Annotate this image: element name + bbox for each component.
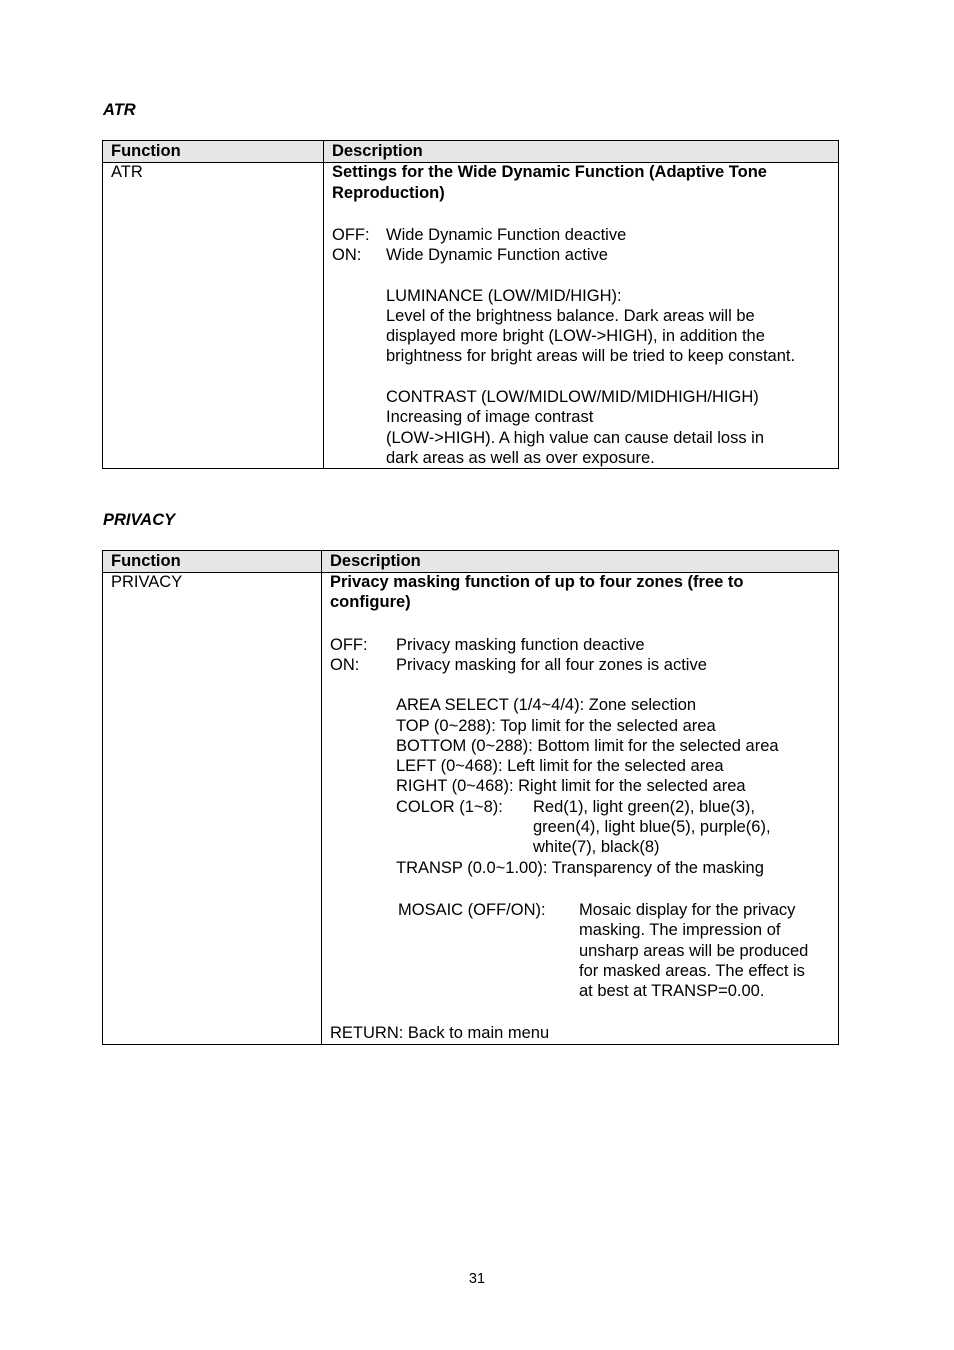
atr-function-name: ATR [111,163,143,181]
atr-header-function: Function [111,142,181,160]
privacy-header-description: Description [330,552,421,570]
privacy-header-function: Function [111,552,181,570]
privacy-mosaic-label: MOSAIC (OFF/ON): [398,901,546,919]
privacy-on-text: Privacy masking for all four zones is active [396,656,707,674]
page-number: 31 [468,1271,486,1287]
privacy-heading-line-1: Privacy masking function of up to four zones (free to [330,573,744,591]
atr-contrast-line: (LOW->HIGH). A high value can cause detail loss in [386,429,765,447]
privacy-on-label: ON: [330,656,360,674]
atr-luminance-line: Level of the brightness balance. Dark areas will be [386,307,755,325]
atr-off-text: Wide Dynamic Function deactive [386,226,627,244]
atr-heading-line-2: Reproduction) [332,184,445,202]
privacy-color-line: Red(1), light green(2), blue(3), [533,798,755,816]
privacy-setting-line: LEFT (0~468): Left limit for the selected area [396,757,724,775]
atr-column-divider [323,141,324,468]
privacy-off-label: OFF: [330,636,368,654]
atr-contrast-line: CONTRAST (LOW/MIDLOW/MID/MIDHIGH/HIGH) [386,388,759,406]
privacy-return-line: RETURN: Back to main menu [330,1024,550,1042]
atr-section-title: ATR [103,101,136,119]
privacy-section-title: PRIVACY [103,511,176,529]
privacy-setting-line: AREA SELECT (1/4~4/4): Zone selection [396,696,697,714]
privacy-heading-line-2: configure) [330,593,411,611]
privacy-mosaic-line: Mosaic display for the privacy [579,901,796,919]
privacy-setting-line: RIGHT (0~468): Right limit for the selected area [396,777,746,795]
atr-table [102,140,839,469]
privacy-color-line: white(7), black(8) [533,838,660,856]
privacy-mosaic-line: unsharp areas will be produced [579,942,809,960]
privacy-setting-line: BOTTOM (0~288): Bottom limit for the selected area [396,737,779,755]
atr-heading-line-1: Settings for the Wide Dynamic Function (Adaptive Tone [332,163,767,181]
atr-on-label: ON: [332,246,362,264]
atr-luminance-line: displayed more bright (LOW->HIGH), in addition the [386,327,765,345]
atr-luminance-line: LUMINANCE (LOW/MID/HIGH): [386,287,622,305]
privacy-table-header [103,551,838,573]
atr-on-text: Wide Dynamic Function active [386,246,608,264]
privacy-mosaic-line: masking. The impression of [579,921,781,939]
privacy-mosaic-line: at best at TRANSP=0.00. [579,982,765,1000]
privacy-color-label: COLOR (1~8): [396,798,503,816]
privacy-function-name: PRIVACY [111,573,183,591]
atr-table-header [103,141,838,163]
privacy-off-text: Privacy masking function deactive [396,636,645,654]
atr-off-label: OFF: [332,226,370,244]
privacy-transp-line: TRANSP (0.0~1.00): Transparency of the masking [396,859,764,877]
atr-contrast-line: dark areas as well as over exposure. [386,449,655,467]
privacy-color-line: green(4), light blue(5), purple(6), [533,818,771,836]
privacy-mosaic-line: for masked areas. The effect is [579,962,805,980]
atr-header-description: Description [332,142,423,160]
atr-contrast-line: Increasing of image contrast [386,408,594,426]
atr-luminance-line: brightness for bright areas will be tried to keep constant. [386,347,796,365]
privacy-table [102,550,839,1045]
privacy-setting-line: TOP (0~288): Top limit for the selected area [396,717,716,735]
privacy-column-divider [321,551,322,1044]
